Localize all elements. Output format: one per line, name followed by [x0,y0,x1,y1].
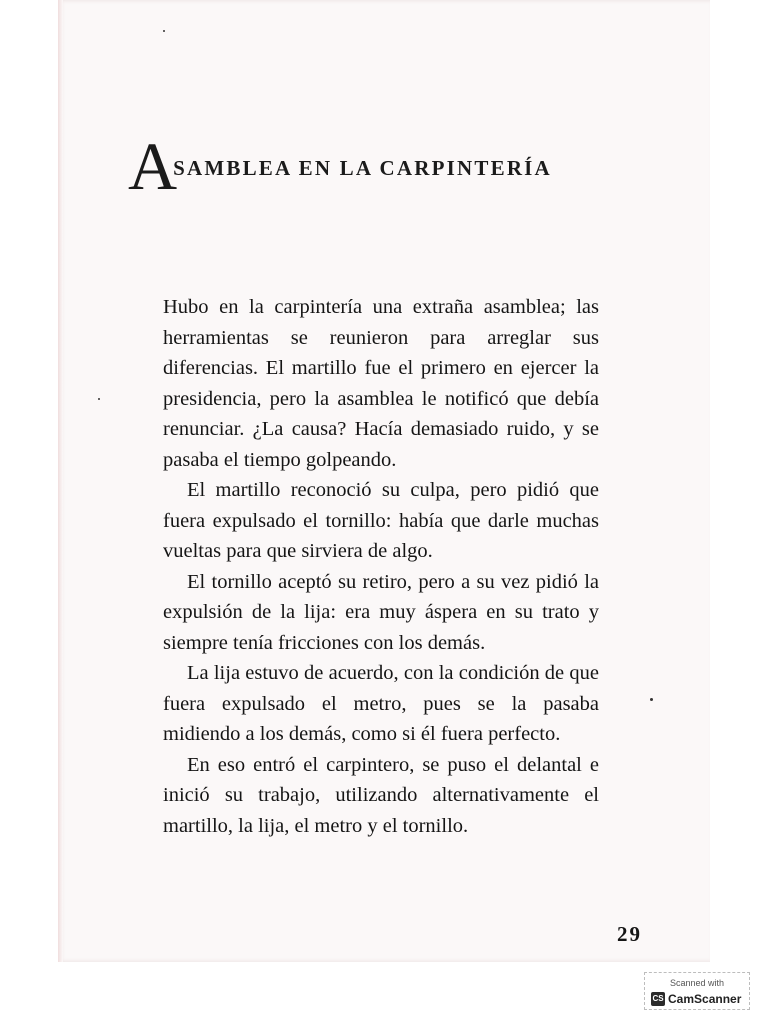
scan-speck [163,30,165,32]
paragraph: El martillo reconoció su culpa, pero pidió que fuera expulsado el tornillo: había que darle muchas vueltas para que sirviera de algo. [163,479,599,562]
chapter-title [128,128,552,204]
body-text [163,292,599,841]
watermark-brand-name: CamScanner [668,992,742,1006]
scan-speck [650,698,653,701]
camscanner-watermark [644,972,750,1010]
camscanner-logo-icon: CS [651,992,665,1006]
watermark-caption: Scanned with [669,978,725,988]
paragraph: El tornillo aceptó su retiro, pero a su vez pidió la expulsión de la lija: era muy áspera en su trato y siempre tenía fricciones con los demás. [163,570,599,654]
page-number: 29 [617,922,642,946]
title-dropcap: A [128,128,178,204]
title-text: SAMBLEA EN LA CARPINTERÍA [173,156,552,180]
page-edge [58,0,63,962]
scan-speck [98,398,100,400]
paragraph: La lija estuvo de acuerdo, con la condición de que fuera expulsado el metro, pues se la pasaba midiendo a los demás, como si él fuera perfecto. [163,662,599,745]
watermark-brand [651,992,741,1006]
paragraph: En eso entró el carpintero, se puso el delantal e inició su trabajo, utilizando alternativamente el martillo, la lija, el metro y el tornillo. [163,753,599,837]
paragraph: Hubo en la carpintería una extraña asamblea; las herramientas se reunieron para arreglar sus diferencias. El martillo fue el primero en ejercer la presidencia, pero la asamblea le notificó que debía renunciar. ¿La causa? Hacía demasiado ruido, y se pasaba el tiempo golpeando. [163,296,599,471]
